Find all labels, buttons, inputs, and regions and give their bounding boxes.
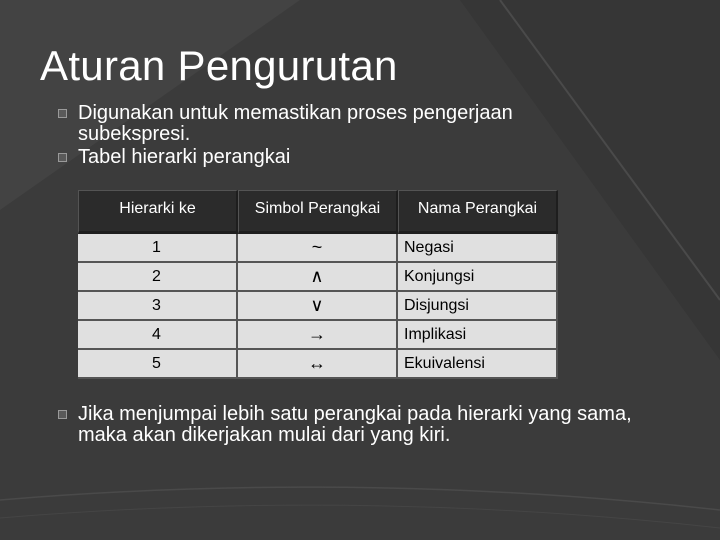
name-cell: Disjungsi	[398, 292, 558, 321]
table-header-row	[78, 190, 558, 234]
table-row	[78, 234, 558, 263]
bullet-text: Tabel hierarki perangkai	[78, 146, 291, 168]
symbol-cell: ∨	[238, 292, 398, 321]
bullet-item	[58, 103, 618, 145]
name-cell: Negasi	[398, 234, 558, 263]
bullet-item	[58, 404, 638, 446]
column-header-symbol: Simbol Perangkai	[238, 190, 398, 234]
rank-cell: 2	[78, 263, 238, 292]
symbol-cell: →	[238, 321, 398, 350]
bullet-item	[58, 147, 618, 168]
column-header-name: Nama Perangkai	[398, 190, 558, 234]
table-row	[78, 350, 558, 379]
rank-cell: 1	[78, 234, 238, 263]
bullet-text: Jika menjumpai lebih satu perangkai pada hierarki yang sama, maka akan dikerjakan mulai dari yang kiri.	[78, 403, 632, 446]
rank-cell: 5	[78, 350, 238, 379]
name-cell: Implikasi	[398, 321, 558, 350]
square-bullet-icon	[58, 109, 67, 118]
bullet-list	[58, 103, 618, 170]
symbol-cell: ↔	[238, 350, 398, 379]
table-row	[78, 321, 558, 350]
square-bullet-icon	[58, 153, 67, 162]
symbol-cell: ~	[238, 234, 398, 263]
table-row	[78, 263, 558, 292]
name-cell: Konjungsi	[398, 263, 558, 292]
bullet-text: Digunakan untuk memastikan proses pengerjaan subekspresi.	[78, 102, 513, 145]
square-bullet-icon	[58, 410, 67, 419]
rank-cell: 4	[78, 321, 238, 350]
name-cell: Ekuivalensi	[398, 350, 558, 379]
hierarchy-table	[78, 190, 558, 379]
symbol-cell: ∧	[238, 263, 398, 292]
slide-title: Aturan Pengurutan	[40, 42, 398, 89]
rank-cell: 3	[78, 292, 238, 321]
column-header-rank: Hierarki ke	[78, 190, 238, 234]
table-row	[78, 292, 558, 321]
